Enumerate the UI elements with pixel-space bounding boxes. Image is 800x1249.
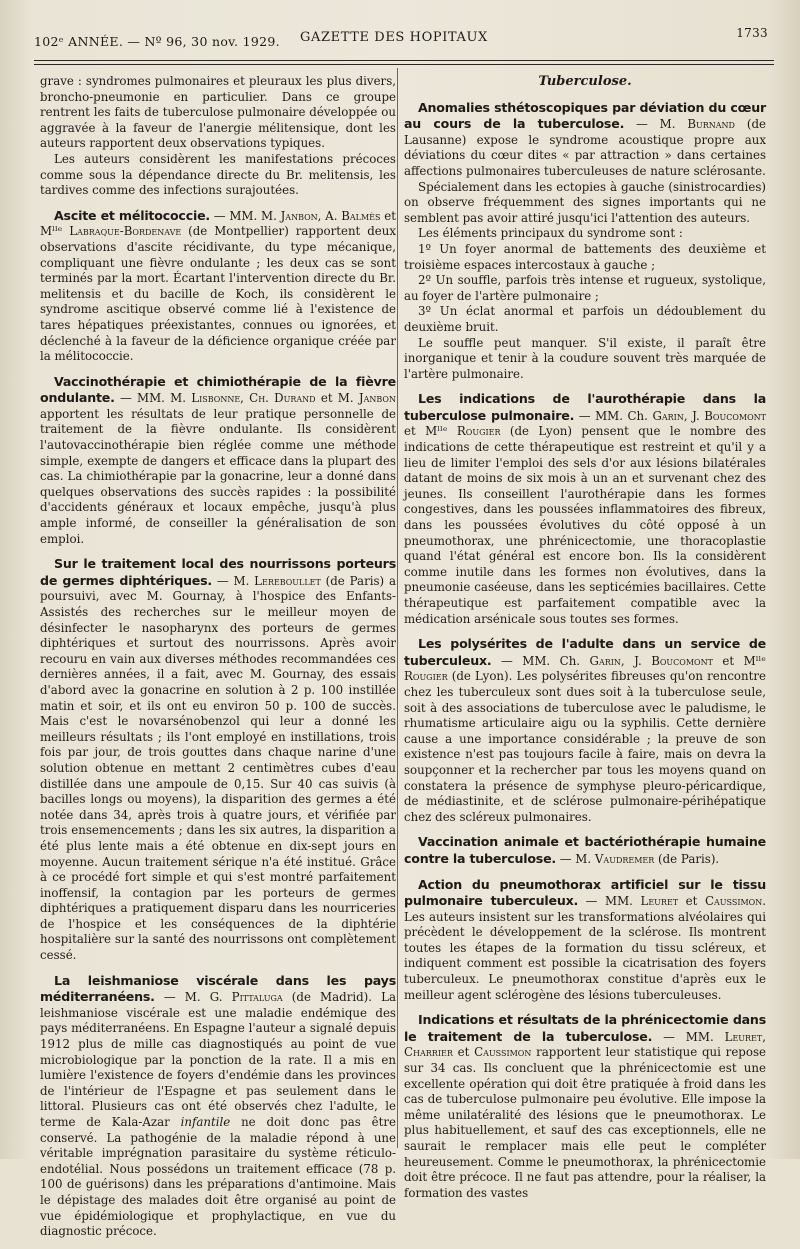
article-paragraph bbox=[40, 556, 396, 963]
article-nourrissons bbox=[40, 556, 396, 963]
article-vaccination bbox=[404, 834, 766, 867]
article-polyserites bbox=[404, 636, 766, 825]
paragraph: Le souffle peut manquer. S'il existe, il paraît être inorganique et tenir à la coudure souvent très marquée de l'artère pulmonaire. bbox=[404, 335, 766, 381]
paragraph: grave : syndromes pulmonaires et pleuraux les plus divers, broncho-pneumonie en particulier. Dans ce groupe rentrent les faits de tuberculose pulmonaire développée ou aggravée à la faveur de l'anergie mélitensique, dont les auteurs rapportent deux observations typiques. bbox=[40, 74, 396, 151]
article-title: Indications et résultats de la phrénicectomie dans le traitement de la tuberculose. bbox=[404, 1012, 766, 1044]
column-divider bbox=[397, 68, 398, 1148]
article-text: (de Paris). bbox=[654, 851, 720, 866]
authors: Labraque-Bordenave bbox=[69, 224, 182, 239]
authors: Vaudremer bbox=[594, 851, 655, 866]
authors: Lereboullet bbox=[254, 573, 321, 588]
authors: Caussimon bbox=[704, 894, 763, 909]
article-title: Anomalies sthétoscopiques par déviation du cœur au cours de la tuberculose. bbox=[404, 99, 766, 132]
article-paragraph bbox=[40, 208, 396, 365]
authors: Pittaluga bbox=[231, 990, 283, 1005]
article-paragraph bbox=[404, 1012, 766, 1201]
author-sep: et Mˡˡᵉ bbox=[712, 653, 766, 668]
author-sep: — MM. Ch. bbox=[574, 408, 653, 423]
article-text: (de Madrid). La leishmaniose viscérale est une maladie endémique des pays méditerranéens. En Espagne l'auteur a signalé depuis 1912 plus de mille cas diagnostiqués au point de vue microbiologique par la ponction de la rate. Il a mis en lumière l'existence de foyers d'endémie dans les provinces de l'intérieur de l'Espagne et pas seulement dans le littoral. Plusieurs cas ont été observés chez l'adulte, le terme de Kala-Azar bbox=[40, 990, 396, 1129]
author-sep: — M. bbox=[556, 851, 595, 866]
right-column bbox=[404, 74, 766, 1210]
article-title: Action du pneumothorax artificiel sur le tissu pulmonaire tuberculeux. bbox=[404, 876, 766, 909]
page-header bbox=[34, 26, 768, 52]
article-text: (de Lyon). Les polysérites fibreuses qu'on rencontre chez les tuberculeux sont dues soit à la tuberculose seule, soit à des associations de tuberculose avec le paludisme, le rhumatisme articulaire aigu ou la syphilis. Cette dernière cause a une importance considérable ; la preuve de son existence n'est pas toujours facile à faire, mais on devra la soupçonner et la rechercher par tous les moyens quand on constatera la présence de symphyse pleuro-péricardique, de médiastinite, et de sclérose pulmonaire-périhépatique chez des scléreux pulmonaires. bbox=[404, 669, 766, 824]
article-paragraph bbox=[40, 973, 396, 1240]
intro-continuation bbox=[40, 74, 396, 199]
author-sep: — M. bbox=[624, 117, 688, 132]
author-sep: et Mˡˡᵉ bbox=[40, 208, 396, 239]
article-title: Les polysérites de l'adulte dans un service de tuberculeux. bbox=[404, 636, 766, 668]
article-title: Vaccinothérapie et chimiothérapie de la fièvre ondulante. bbox=[40, 373, 396, 406]
article-text: . Les auteurs insistent sur les transformations alvéolaires qui précèdent le développement de la sclérose. Ils montrent toutes les étapes de la formation du tissu scléreux, et indiquent comment est possible la cicatrisation des foyers tuberculeux. Le pneumothorax constitue d'après eux le meilleur agent sclérogène des lésions tuberculeuses. bbox=[404, 894, 766, 1002]
article-paragraph bbox=[404, 100, 766, 180]
author-sep: — M. bbox=[212, 573, 255, 588]
authors: Lisbonne, Ch. Durand bbox=[191, 391, 316, 406]
author-sep: et M. bbox=[315, 391, 359, 406]
article-title: Vaccination animale et bactériothérapie humaine contre la tuberculose. bbox=[404, 834, 766, 866]
article-phrenicectomie bbox=[404, 1012, 766, 1201]
list-item: 1º Un foyer anormal de battements des deuxième et troisième espaces intercostaux à gauche ; bbox=[404, 241, 766, 272]
authors: Rougier bbox=[456, 424, 501, 439]
authors: Caussimon bbox=[474, 1045, 532, 1060]
left-column bbox=[40, 74, 396, 1249]
author-sep: et bbox=[452, 1045, 475, 1060]
article-vaccinotherapie bbox=[40, 374, 396, 548]
article-aurotherapie bbox=[404, 391, 766, 627]
article-title: Ascite et mélitococcie. bbox=[54, 207, 210, 223]
article-paragraph bbox=[404, 636, 766, 825]
author-sep: — MM. M. bbox=[210, 208, 281, 223]
article-text: (de Lyon) pensent que le nombre des indications de cette thérapeutique est restreint et qu'il y a lieu de limiter l'emploi des sels d'or aux lésions bilatérales datant de moins de six mois à un an et survenant chez des jeunes. Ils conseillent l'aurothérapie dans les formes congestives, dans les poussées inflammatoires des fibreux, dans les poussées évolutives du côté opposé à un pneumothorax, une phrénicectomie, une thoracoplastie quand l'état général est encore bon. Ils la considèrent comme inutile dans les formes non évolutives, dans la pneumonie caséeuse, dans les septicémies bacillaires. Cette thérapeutique est parfaitement compatible avec la médication arsénicale sous toutes ses formes. bbox=[404, 424, 766, 626]
italic-term: infantile bbox=[180, 1115, 231, 1129]
article-leishmaniose bbox=[40, 973, 396, 1240]
author-sep: et Mˡˡᵉ bbox=[404, 424, 457, 439]
header-rule-thin bbox=[34, 64, 774, 65]
article-anomalies bbox=[404, 100, 766, 383]
article-text: apportent les résultats de leur pratique personnelle de traitement de la fièvre ondulante. Ils considèrent l'autovaccinothérapie bien réglée comme une méthode simple, exempte de dangers et efficace dans la plupart des cas. La chimiothérapie par la gonacrine, leur a donné dans quelques observations des succès rapides : la possibilité d'accidents généraux et locaux empêche, jusqu'à plus ample informé, de conseiller la généralisation de son emploi. bbox=[40, 406, 396, 546]
list-item: 2º Un souffle, parfois très intense et rugueux, systolique, au foyer de l'artère pulmonaire ; bbox=[404, 273, 766, 303]
article-text: rapportent leur statistique qui repose sur 34 cas. Ils concluent que la phrénicectomie est une excellente opération qui doit être pratiquée à froid dans les cas de tuberculose pulmonaire peu évolutive. Elle impose la même unilatéralité des lésions que le pneumothorax. Le plus habituellement, et sauf des cas exceptionnels, elle ne saurait le remplacer mais elle peut le compléter heureusement. Comme le pneumothorax, la phrénicectomie doit être précoce. Il ne faut pas attendre, pour la réaliser, la formation des vastes bbox=[404, 1045, 766, 1200]
author-sep: — MM. Ch. bbox=[491, 653, 590, 668]
authors: Leuret, Charrier bbox=[404, 1029, 766, 1060]
section-title: Tuberculose. bbox=[538, 74, 632, 89]
paragraph: Les auteurs considèrent les manifestations précoces comme sous la dépendance directe du Br. melitensis, les tardives comme des infections surajoutées. bbox=[40, 151, 396, 198]
article-text: ne doit donc pas être conservé. La pathogénie de la maladie répond à une véritable imprégnation parasitaire du système réticulo-endotélial. Nous possédons un traitement efficace (78 p. 100 de guérisons) dans les préparations d'antimoine. Mais le dépistage des malades doit être organisé au point de vue épidémiologique et prophylactique, en vue du diagnostic précoce. bbox=[40, 1115, 396, 1239]
article-text: (de Lausanne) expose le syndrome acoustique propre aux déviations du cœur dites « par attraction » dans certaines affections pulmonaires tuberculeuses de nature sclérosante. bbox=[404, 117, 766, 178]
article-title: La leishmaniose viscérale dans les pays méditerranéens. bbox=[40, 972, 396, 1005]
paragraph: Spécialement dans les ectopies à gauche (sinistrocardies) on observe fréquemment des signes importants qui ne semblent pas avoir attiré jusqu'ici l'attention des auteurs. bbox=[404, 179, 766, 225]
author-sep: — MM. bbox=[578, 894, 641, 909]
authors: Janbon, A. Balmès bbox=[280, 208, 381, 223]
authors: Garin, J. Boucomont bbox=[652, 408, 766, 423]
authors: Rougier bbox=[404, 669, 448, 684]
article-text: (de Montpellier) rapportent deux observations d'ascite récidivante, du type mécanique, compliquant une fièvre ondulante ; les deux cas se sont terminés par la mort. Écartant l'intervention directe du Br. melitensis et du bacille de Koch, ils considèrent le syndrome ascitique observé comme lié à l'existence de tares hépatiques préexistantes, connues ou ignorées, et déclenché à la faveur de la déficience organique créée par la mélitococcie. bbox=[40, 224, 396, 364]
journal-title: GAZETTE DES HOPITAUX bbox=[300, 30, 488, 45]
author-sep: et bbox=[678, 894, 705, 909]
article-pneumothorax bbox=[404, 877, 766, 1004]
authors: Janbon bbox=[358, 391, 396, 406]
author-sep: — MM. bbox=[652, 1029, 725, 1044]
article-paragraph bbox=[404, 834, 766, 867]
article-paragraph bbox=[404, 877, 766, 1004]
paragraph: Les éléments principaux du syndrome sont : bbox=[418, 226, 683, 241]
issue-info: 102ᵉ ANNÉE. — Nº 96, 30 nov. 1929. bbox=[34, 34, 280, 49]
article-title: Les indications de l'aurothérapie dans la tuberculose pulmonaire. bbox=[404, 391, 766, 423]
author-sep: — M. G. bbox=[154, 990, 232, 1005]
page-number: 1733 bbox=[736, 26, 768, 40]
article-paragraph bbox=[40, 374, 396, 548]
authors: Leuret bbox=[640, 894, 679, 909]
article-paragraph bbox=[404, 391, 766, 627]
authors: Burnand bbox=[687, 117, 735, 132]
article-text: (de Paris) a poursuivi, avec M. Gournay, à l'hospice des Enfants-Assistés des recherches sur le meilleur moyen de désinfecter le nasopharynx des porteurs de germes diphtériques et surtout des nourrissons. Après avoir recouru en vain aux diverses méthodes recommandées ces dernières années, il a fait, avec M. Gournay, des essais d'abord avec la gonacrine en solution à 2 p. 100 instillée matin et soir, et ils ont eu environ 50 p. 100 de succès. Mais c'est le novarsénobenzol qui leur a donné les meilleurs résultats ; ils l'ont employé en instillations, trois fois par jour, de trois gouttes dans chaque narine d'une solution obtenue en mettant 2 centimètres cubes d'eau distillée dans une ampoule de 0,15. Sur 40 cas suivis (à bacilles longs ou moyens), la disparition des germes a été notée dans 34, après trois à quatre jours, et vérifiée par trois ensemencements ; dans les six autres, la disparition a été plus lente mais a été obtenue en dix-sept jours en moyenne. Aucun traitement sérique n'a été institué. Grâce à ce procédé fort simple et qui s'est montré parfaitement inoffensif, la contagion par les porteurs de germes diphtériques a pratiquement disparu dans les nourriceries de l'hospice et les conséquences de la diphtérie hospitalière sur la santé des nourrissons ont complètement cessé. bbox=[40, 573, 396, 963]
article-ascite bbox=[40, 208, 396, 365]
article-title: Sur le traitement local des nourrissons porteurs de germes diphtériques. bbox=[40, 556, 396, 588]
list-item: 3º Un éclat anormal et parfois un dédoublement du deuxième bruit. bbox=[404, 304, 766, 334]
header-rule-thick bbox=[34, 60, 774, 61]
author-sep: — MM. M. bbox=[114, 391, 192, 406]
authors: Garin, J. Boucomont bbox=[589, 653, 713, 668]
